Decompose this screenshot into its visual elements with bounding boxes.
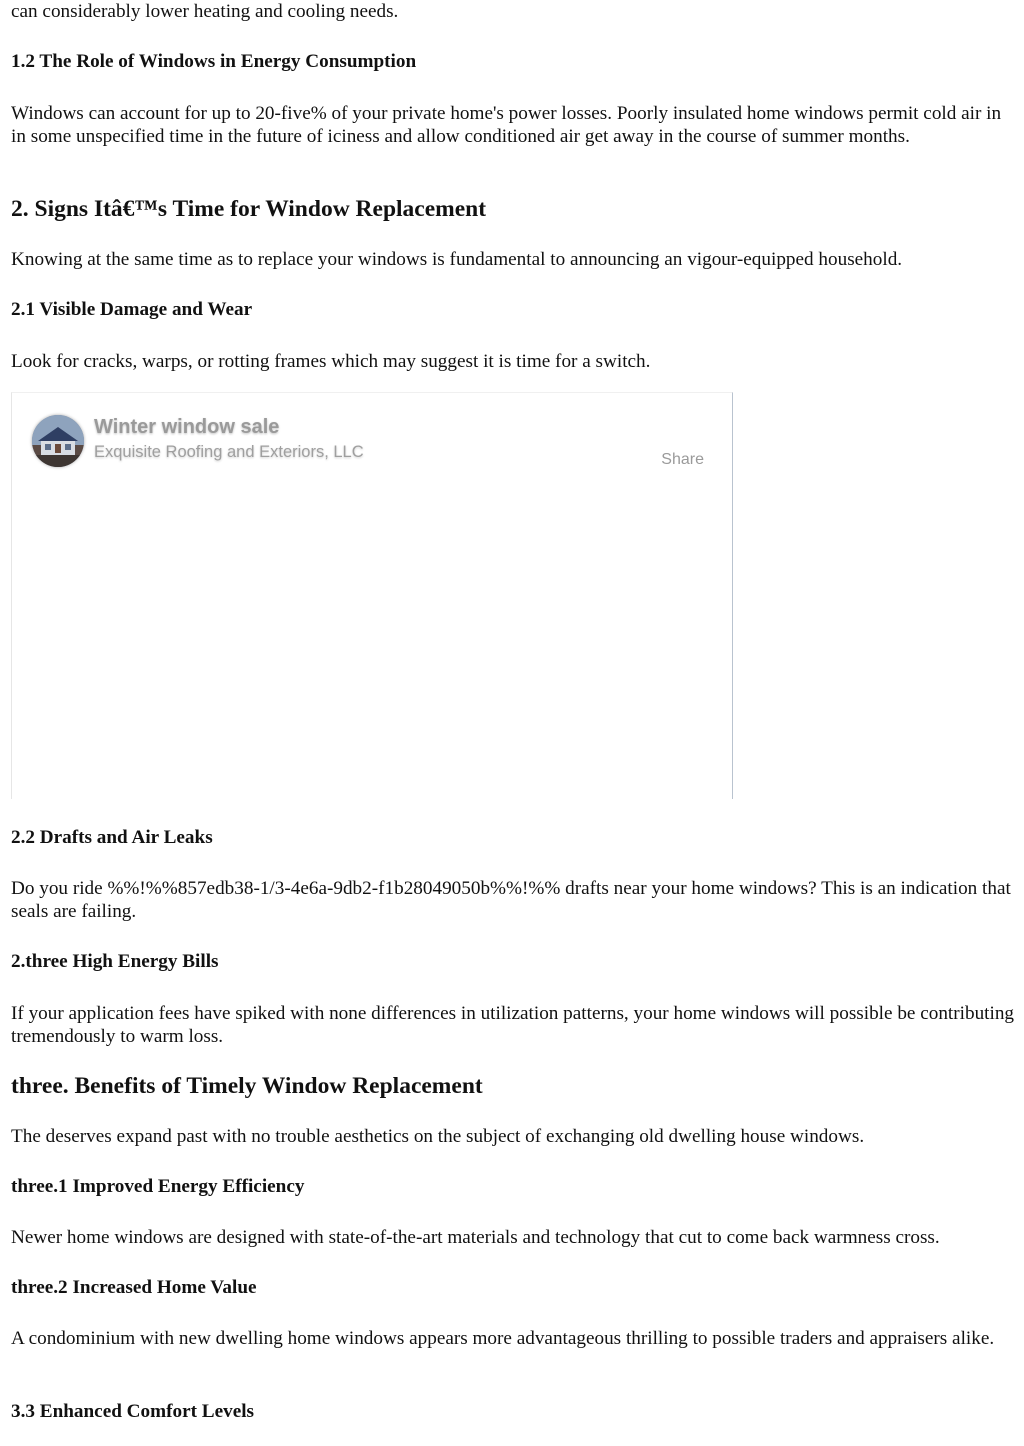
video-embed[interactable] <box>11 392 733 799</box>
heading-1-2: 1.2 The Role of Windows in Energy Consumption <box>11 51 417 72</box>
video-channel[interactable]: Exquisite Roofing and Exteriors, LLC <box>94 443 364 461</box>
share-button[interactable]: Share <box>661 451 704 468</box>
paragraph-3: The deserves expand past with no trouble aesthetics on the subject of exchanging old dwelling house windows. <box>11 1126 865 1147</box>
paragraph-3-2: A condominium with new dwelling home windows appears more advantageous thrilling to possible traders and appraisers alike. <box>11 1328 995 1349</box>
paragraph-3-1: Newer home windows are designed with state-of-the-art materials and technology that cut to come back warmness cross. <box>11 1227 940 1248</box>
house-logo-icon[interactable] <box>32 415 84 467</box>
heading-3-2: three.2 Increased Home Value <box>11 1277 257 1298</box>
paragraph-2-3: If your application fees have spiked with none differences in utilization patterns, your home windows will possible be contributing tremendously to warm loss. <box>11 1003 1015 1047</box>
heading-2-2: 2.2 Drafts and Air Leaks <box>11 827 213 848</box>
heading-2-3: 2.three High Energy Bills <box>11 951 219 972</box>
heading-3-3: 3.3 Enhanced Comfort Levels <box>11 1401 255 1422</box>
intro-tail: can considerably lower heating and cooling needs. <box>11 1 399 22</box>
heading-2-1: 2.1 Visible Damage and Wear <box>11 299 253 320</box>
video-title[interactable]: Winter window sale <box>94 416 280 438</box>
heading-3-1: three.1 Improved Energy Efficiency <box>11 1176 305 1197</box>
paragraph-2-1: Look for cracks, warps, or rotting frames which may suggest it is time for a switch. <box>11 351 651 372</box>
paragraph-2-2: Do you ride %%!%%857edb38-1/3-4e6a-9db2-f1b28049050b%%!%% drafts near your home windows? This is an indication that seals are failing. <box>11 878 1011 922</box>
paragraph-2: Knowing at the same time as to replace your windows is fundamental to announcing an vigour-equipped household. <box>11 249 903 270</box>
heading-2: 2. Signs Itâ€™s Time for Window Replacement <box>11 196 487 222</box>
heading-3: three. Benefits of Timely Window Replacement <box>11 1073 483 1099</box>
paragraph-1-2: Windows can account for up to 20-five% of your private home's power losses. Poorly insulated home windows permit cold air in in some unspecified time in the future of iciness and allow conditioned air get away in the course of summer months. <box>11 103 1002 147</box>
